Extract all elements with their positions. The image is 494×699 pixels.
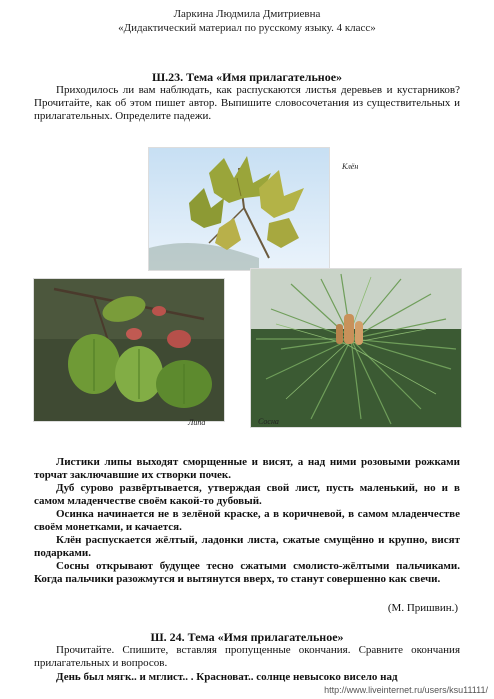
document-subtitle: «Дидактический материал по русскому языку. 4 класс»: [118, 22, 376, 34]
linden-caption: Липа: [188, 418, 206, 427]
text-paragraph: Осинка начинается не в зелёной краске, а в коричневой, в самом младенчестве своём монетками, и качается.: [34, 508, 460, 533]
text-paragraph: Клён распускается жёлтый, ладонки листа, сжатые смущённо и крупно, висят подарками.: [34, 534, 460, 559]
text-paragraph: Листики липы выходят сморщенные и висят, а над ними розовыми рожками торчат заключавшие их створки почек.: [34, 456, 460, 481]
maple-photo: [148, 147, 330, 271]
linden-photo: [33, 278, 225, 422]
section-title-24: Ш. 24. Тема «Имя прилагательное»: [150, 630, 344, 644]
section-title-23: Ш.23. Тема «Имя прилагательное»: [151, 70, 343, 84]
watermark-url: http://www.liveinternet.ru/users/ksu11111/: [324, 685, 488, 695]
maple-caption: Клён: [342, 162, 359, 171]
section-task-24: Прочитайте. Спишите, вставляя пропущенные окончания. Сравните окончания прилагательных и вопросов.: [34, 644, 460, 669]
exercise-line: День был мягк.. и мглист.. . Красноват.. солнце невысоко висело над: [56, 671, 398, 683]
text-block: [34, 456, 460, 586]
text-paragraph: Сосны открывают будущее тесно сжатыми смолисто-жёлтыми пальчиками. Когда пальчики разожмутся и вытянутся вверх, то станут совершенно как свечи.: [34, 560, 460, 585]
text-paragraph: Дуб сурово развёртывается, утверждая свой лист, пусть маленький, но и в самом младенчестве своём какой-то дубовый.: [34, 482, 460, 507]
attribution: (М. Пришвин.): [387, 602, 458, 614]
pine-photo: [250, 268, 462, 428]
author-name: Ларкина Людмила Дмитриевна: [173, 8, 321, 20]
pine-caption: Сосна: [258, 417, 279, 426]
section-task-23: Приходилось ли вам наблюдать, как распускаются листья деревьев и кустарников? Прочитайте, как об этом пишет автор. Выпишите словосочетания из существительных и прилагательных. Определите падежи.: [34, 84, 460, 122]
